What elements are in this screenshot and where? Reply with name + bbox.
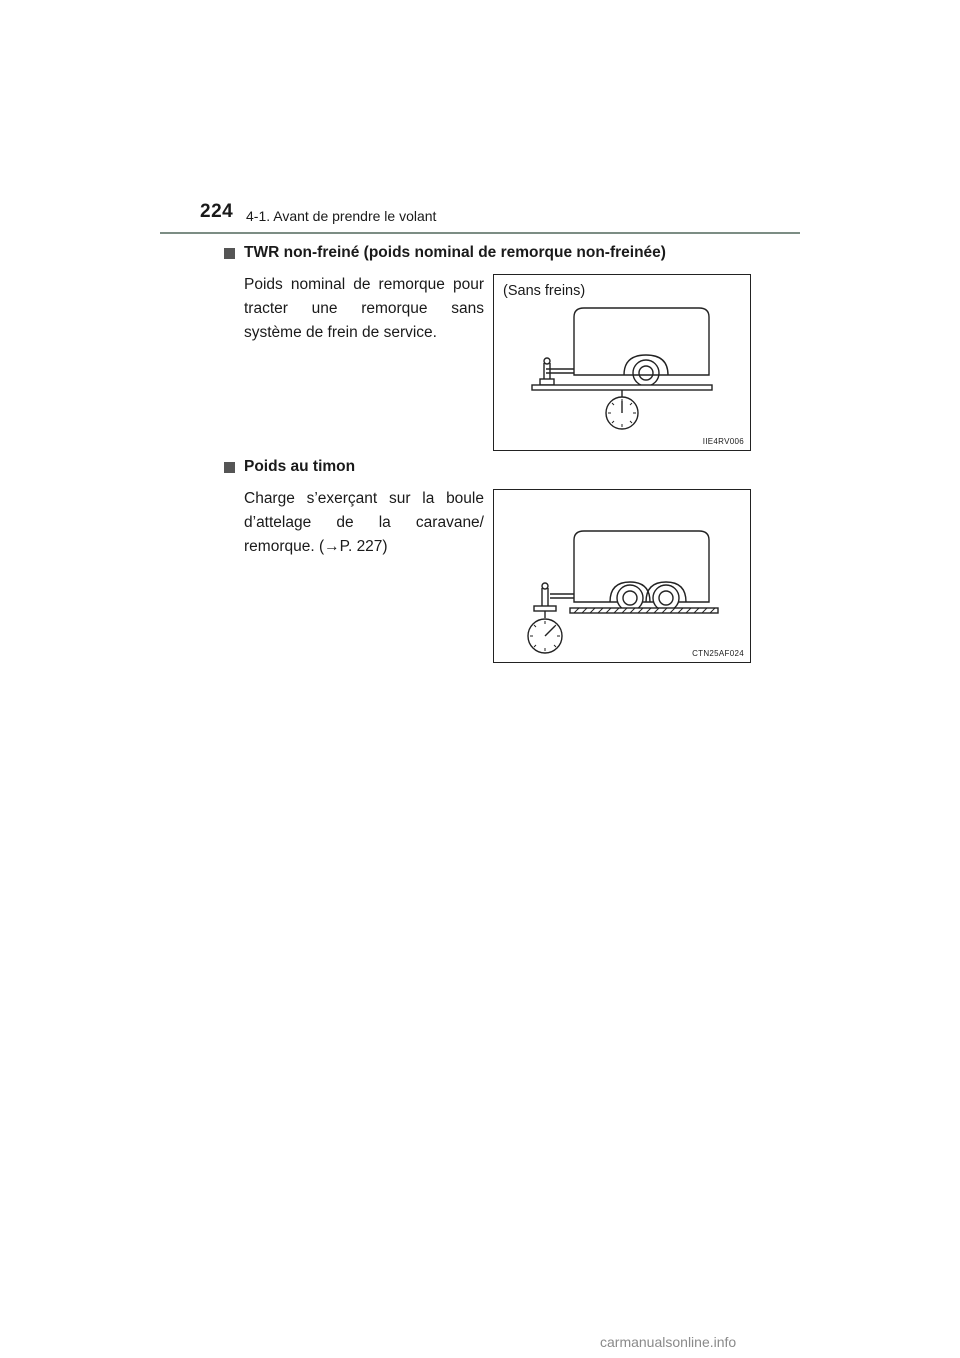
page-number: 224 xyxy=(200,201,234,222)
header-divider xyxy=(160,232,800,234)
footer-watermark-link[interactable]: carmanualsonline.info xyxy=(600,1334,737,1350)
figure-code: CTN25AF024 xyxy=(692,649,744,658)
unbraked-trailer-illustration xyxy=(494,275,752,452)
figure-code: IIE4RV006 xyxy=(702,437,744,446)
heading-text: Poids au timon xyxy=(244,458,356,475)
heading-tongue-weight xyxy=(224,458,355,476)
heading-unbraked-trailer xyxy=(224,244,666,262)
figure-label: (Sans freins) xyxy=(503,283,586,299)
figure-unbraked-trailer xyxy=(493,274,751,451)
square-bullet-icon xyxy=(224,462,235,473)
square-bullet-icon xyxy=(224,248,235,259)
section-title: 4-1. Avant de prendre le volant xyxy=(246,208,437,224)
figure-tongue-weight xyxy=(493,489,751,663)
heading-text: TWR non-freiné (poids nominal de remorque non-freinée) xyxy=(244,244,666,261)
paragraph-tongue-weight: Charge s’exerçant sur la boule d’attelage de la caravane/ remorque. (→P. 227) xyxy=(244,490,484,555)
tongue-weight-illustration xyxy=(494,490,752,664)
paragraph-unbraked-trailer: Poids nominal de remorque pour tracter une remorque sans système de frein de service. xyxy=(244,276,484,341)
page-header xyxy=(0,0,960,240)
